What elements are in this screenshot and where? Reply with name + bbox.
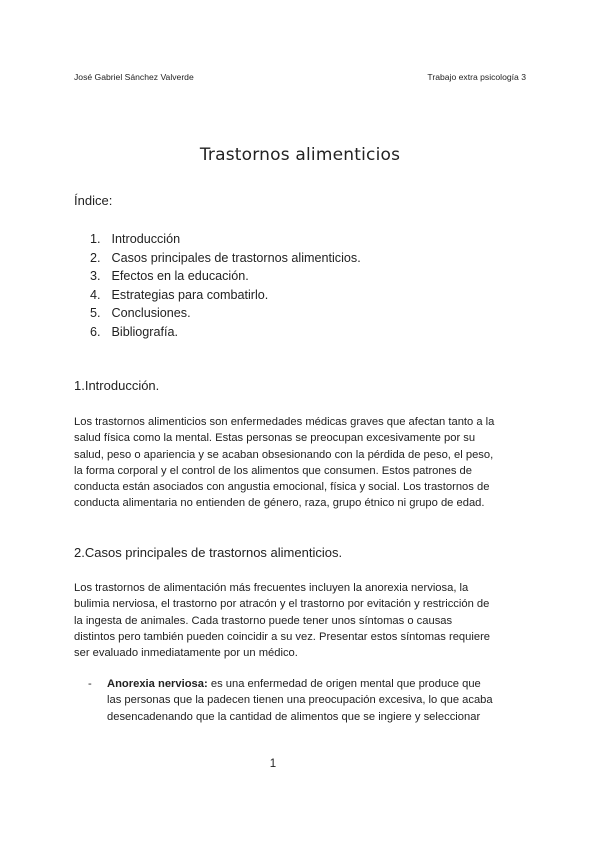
paragraph-line: Los trastornos de alimentación más frecuentes incluyen la anorexia nerviosa, la xyxy=(74,582,469,594)
toc-item-label: Conclusiones. xyxy=(111,306,191,321)
page-number: 1 xyxy=(269,758,277,770)
section-paragraph-introduction xyxy=(74,414,534,512)
toc-item xyxy=(90,230,361,249)
toc-item-number: 2. xyxy=(90,250,101,265)
toc-item-number: 5. xyxy=(90,306,101,321)
toc-item xyxy=(90,304,361,323)
toc-item-number: 3. xyxy=(90,269,101,284)
paragraph-line: distintos pero también pueden coincidir a su vez. Presentar estos síntomas requiere xyxy=(74,630,491,643)
toc-item-label: Estrategias para combatirlo. xyxy=(111,287,269,302)
bullet-dash: - xyxy=(88,678,92,690)
toc-item xyxy=(90,323,361,342)
toc-item-label: Casos principales de trastornos alimenticios. xyxy=(111,250,361,265)
toc-item-label: Introducción xyxy=(111,232,181,246)
header-author: José Gabriel Sánchez Valverde xyxy=(74,72,194,82)
toc-item-label: Bibliografía. xyxy=(111,324,179,339)
paragraph-line: la forma corporal y el control de los alimentos que consumen. Estos patrones de xyxy=(74,464,472,477)
bullet-first-line xyxy=(107,676,527,692)
paragraph-line: conducta están asociados con angustia emocional, física y social. Los trastornos de xyxy=(74,481,490,494)
bullet-term: Anorexia nerviosa: xyxy=(107,678,208,690)
paragraph-line: Los trastornos alimenticios son enfermedades médicas graves que afectan tanto a la xyxy=(74,416,495,428)
paragraph-line: la ingesta de animales. Cada trastorno puede tener unos síntomas o causas xyxy=(74,614,453,627)
toc-item xyxy=(90,286,361,305)
bullet-first-line-text: es una enfermedad de origen mental que produce que xyxy=(207,678,481,690)
toc-item-label: Efectos en la educación. xyxy=(111,269,249,284)
paragraph-line: conducta alimentaria no entienden de género, raza, grupo étnico ni grupo de edad. xyxy=(74,497,485,510)
bullet-body xyxy=(107,676,527,725)
bullet-line: las personas que la padecen tienen una preocupación excesiva, lo que acaba xyxy=(107,694,493,707)
section-paragraph-cases xyxy=(74,580,534,661)
section-heading-cases: 2.Casos principales de trastornos alimenticios. xyxy=(74,545,343,560)
table-of-contents xyxy=(90,230,361,342)
section-heading-introduction: 1.Introducción. xyxy=(74,378,160,393)
paragraph-line: bulimia nerviosa, el trastorno por atracón y el trastorno por evitación y restricción de xyxy=(74,598,490,611)
index-heading: Índice: xyxy=(74,193,113,208)
document-title: Trastornos alimenticios xyxy=(199,145,401,165)
paragraph-line: ser evaluado inmediatamente por un médico. xyxy=(74,647,298,660)
bullet-line: desencadenando que la cantidad de alimentos que se ingiere y seleccionar xyxy=(107,710,481,723)
toc-item-number: 1. xyxy=(90,232,101,246)
toc-item xyxy=(90,267,361,286)
page-header xyxy=(74,72,526,86)
header-subject: Trabajo extra psicología 3 xyxy=(427,72,526,82)
paragraph-line: salud, peso o apariencia y se acaban obsesionando con la pérdida de peso, el peso, xyxy=(74,448,494,461)
paragraph-line: salud física como la mental. Estas personas se preocupan excesivamente por su xyxy=(74,432,476,445)
toc-item-number: 4. xyxy=(90,287,101,302)
toc-item-number: 6. xyxy=(90,324,101,339)
toc-item xyxy=(90,249,361,268)
